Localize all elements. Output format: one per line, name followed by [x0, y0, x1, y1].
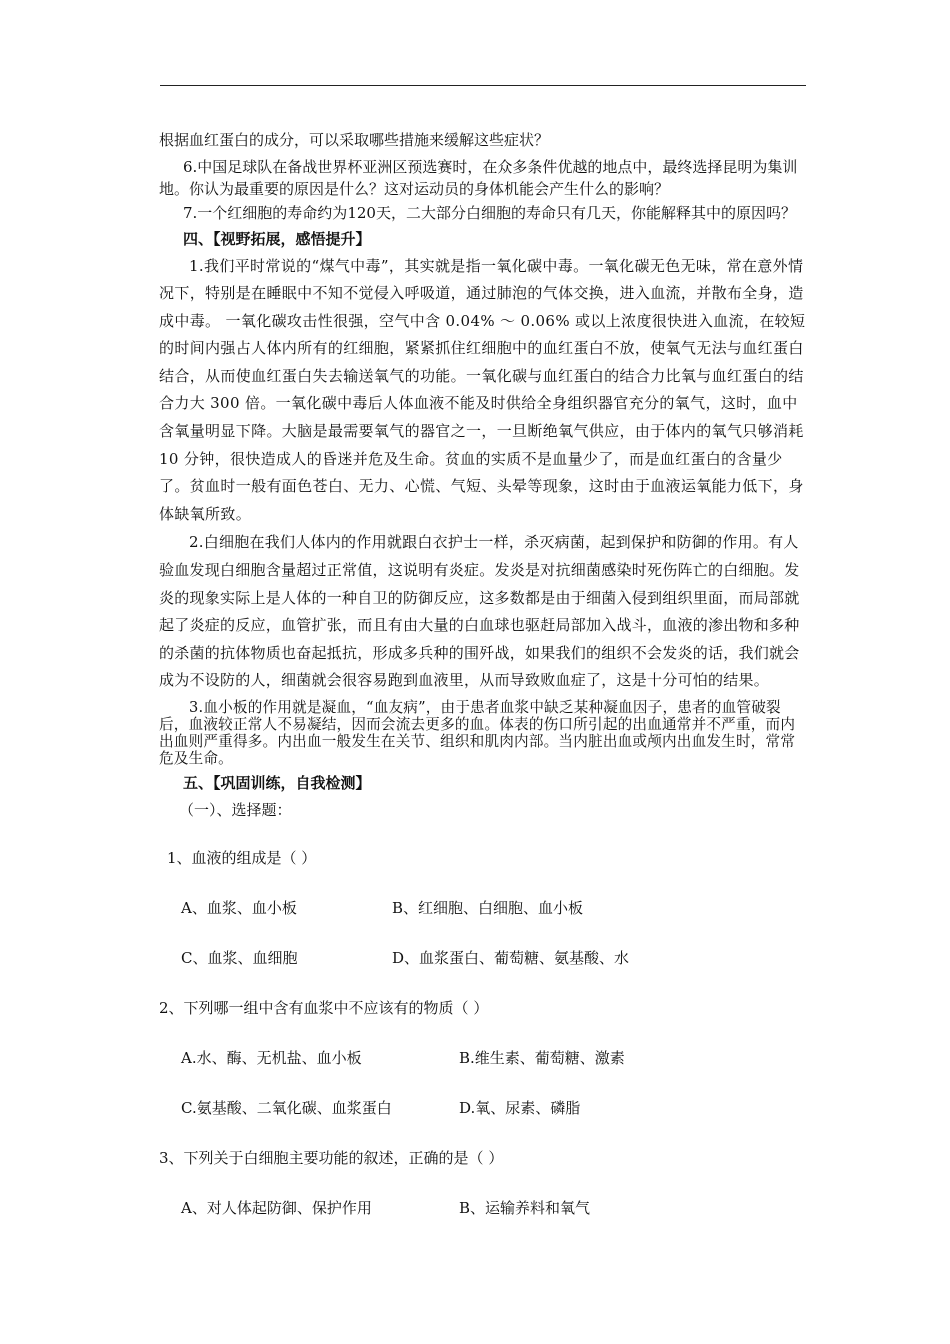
- question-1: [159, 846, 807, 970]
- question-1-stem: 1、血液的组成是（ ）: [167, 849, 317, 867]
- question-3-stem: 3、下列关于白细胞主要功能的叙述，正确的是（ ）: [159, 1149, 504, 1167]
- section-5-subheading: （一）、选择题：: [179, 801, 292, 819]
- question-3-option-b: B、运输养料和氧气: [459, 1199, 591, 1217]
- question-2: [159, 996, 807, 1120]
- section-5-heading: 五、【巩固训练，自我检测】: [183, 774, 371, 792]
- question-2-option-d: D.氧、尿素、磷脂: [459, 1099, 581, 1117]
- question-1-options-row-1: [159, 896, 807, 920]
- header-rule: [160, 85, 806, 86]
- section-4-paragraph-1: 1.我们平时常说的“煤气中毒”，其实就是指一氧化碳中毒。一氧化碳无色无味，常在意外情况下，特别是在睡眠中不知不觉侵入呼吸道，通过肺泡的气体交换，进入血流，并散布全身，造成中毒。 一氧化碳攻击性很强，空气中含 0.04% ～ 0.06% 或以上浓度很快进入血流，在较短的时间内强占人体内所有的红细胞，紧紧抓住红细胞中的血红蛋白不放，使氧气无法与血红蛋白结合，从而使血红蛋白失去输送氧气的功能。一氧化碳与血红蛋白的结合力比氧与血红蛋白的结合力大 300 倍。一氧化碳中毒后人体血液不能及时供给全身组织器官充分的氧气，这时，血中含氧量明显下降。大脑是最需要氧气的器官之一，一旦断绝氧气供应，由于体内的氧气只够消耗 10 分钟，很快造成人的昏迷并危及生命。贫血的实质不是血量少了，而是血红蛋白的含量少了。贫血时一般有面色苍白、无力、心慌、气短、头晕等现象，这时由于血液运氧能力低下，身体缺氧所致。: [159, 256, 806, 523]
- question-3-option-a: A、对人体起防御、保护作用: [181, 1199, 372, 1217]
- section-4-heading: 四、【视野拓展，感悟提升】: [183, 229, 371, 248]
- document-body: [159, 128, 807, 1220]
- question-3-options-row-1: [159, 1196, 807, 1220]
- question-2-option-b: B.维生素、葡萄糖、激素: [459, 1049, 625, 1067]
- question-3: [159, 1146, 807, 1220]
- question-1-option-d: D、血浆蛋白、葡萄糖、氨基酸、水: [392, 949, 630, 967]
- section-4-paragraph-3: 3.血小板的作用就是凝血，“血友病”，由于患者血浆中缺乏某种凝血因子，患者的血管破裂后，血液较正常人不易凝结，因而会流去更多的血。体表的伤口所引起的出血通常并不严重，而内出血则严重得多。内出血一般发生在关节、组织和肌肉内部。当内脏出血或颅内出血发生时，常常危及生命。: [159, 699, 796, 767]
- question-2-options-row-2: [159, 1096, 807, 1120]
- question-7-text: 7.一个红细胞的寿命约为120天，二大部分白细胞的寿命只有几天，你能解释其中的原因吗？: [183, 203, 796, 222]
- question-1-option-c: C、血浆、血细胞: [181, 949, 298, 967]
- question-1-option-a: A、血浆、血小板: [181, 899, 297, 917]
- question-1-option-b: B、红细胞、白细胞、血小板: [392, 899, 584, 917]
- question-1-options-row-2: [159, 946, 807, 970]
- section-4-paragraph-2: 2.白细胞在我们人体内的作用就跟白衣护士一样，杀灭病菌，起到保护和防御的作用。有人验血发现白细胞含量超过正常值，这说明有炎症。发炎是对抗细菌感染时死伤阵亡的白细胞。发炎的现象实际上是人体的一种自卫的防御反应，这多数都是由于细菌入侵到组织里面，而局部就起了炎症的反应，血管扩张，而且有由大量的白血球也驱赶局部加入战斗，血液的渗出物和多种的杀菌的抗体物质也奋起抵抗，形成多兵种的围歼战，如果我们的组织不会发炎的话，我们就会成为不设防的人，细菌就会很容易跑到血液里，从而导致败血症了，这是十分可怕的结果。: [159, 533, 800, 690]
- intro-line-1: 根据血红蛋白的成分，可以采取哪些措施来缓解这些症状？: [159, 131, 550, 149]
- question-6-text: 6.中国足球队在备战世界杯亚洲区预选赛时，在众多条件优越的地点中，最终选择昆明为集训地。你认为最重要的原因是什么？这对运动员的身体机能会产生什么的影响？: [159, 157, 798, 198]
- question-2-option-a: A.水、酶、无机盐、血小板: [181, 1049, 362, 1067]
- question-2-options-row-1: [159, 1046, 807, 1070]
- question-2-stem: 2、下列哪一组中含有血浆中不应该有的物质（ ）: [159, 999, 489, 1017]
- question-2-option-c: C.氨基酸、二氧化碳、血浆蛋白: [181, 1099, 392, 1117]
